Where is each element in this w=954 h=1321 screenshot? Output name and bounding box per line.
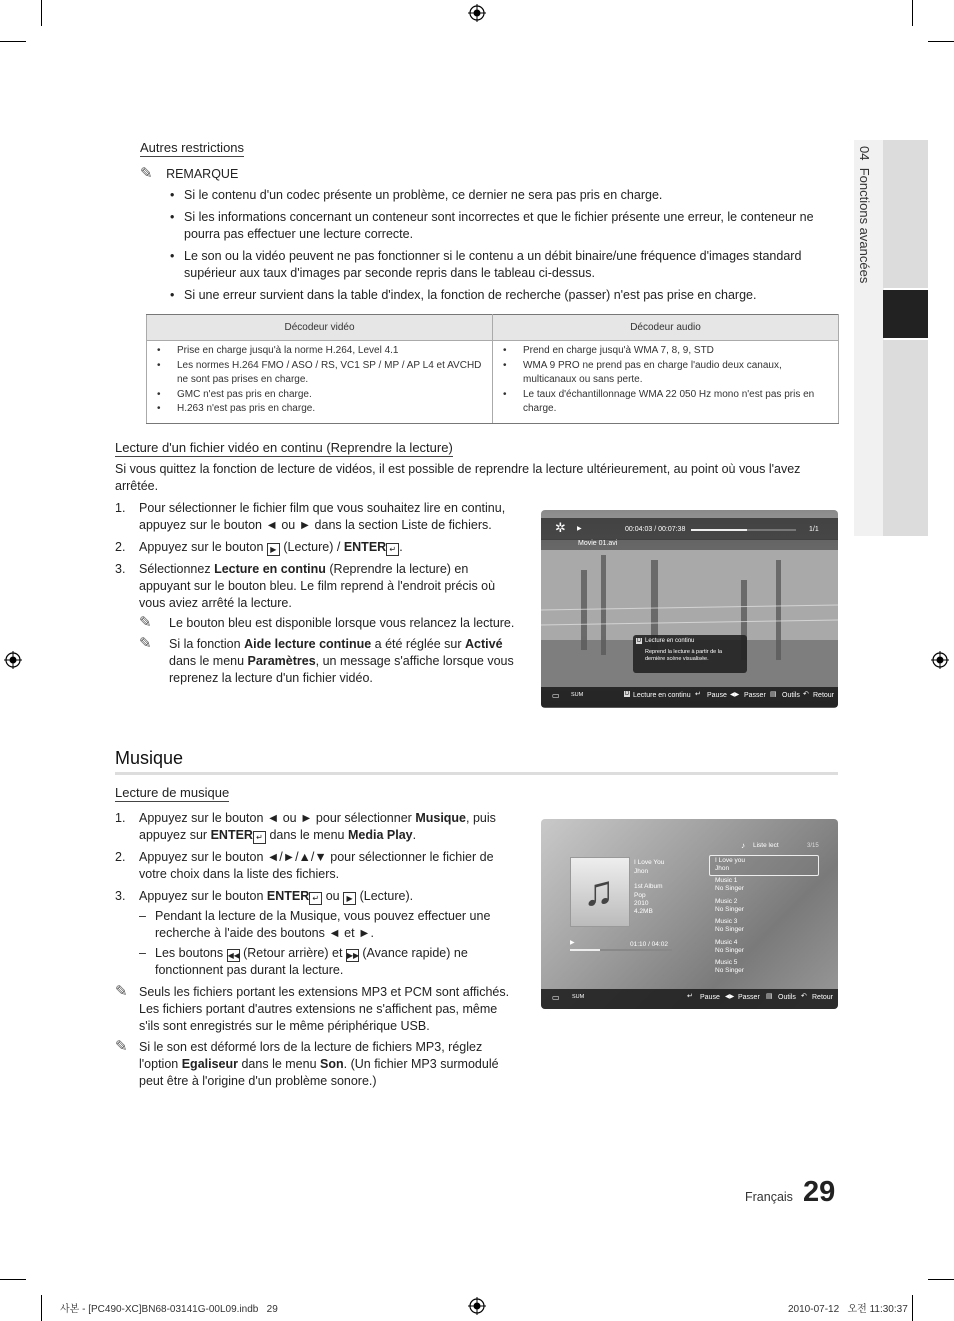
- playlist-title: Music 1: [715, 877, 738, 885]
- remarque-row: [140, 164, 238, 182]
- resume-popup: [633, 635, 747, 673]
- list-item: [715, 857, 815, 877]
- note: [115, 1039, 515, 1090]
- chapter-tab-active: [883, 290, 928, 338]
- step-number: 2.: [115, 540, 126, 554]
- enter-key-label: ENTER: [210, 828, 253, 842]
- list-item: • Les normes H.264 FMO / ASO / RS, VC1 SP / MP / AP L4 et AVCHD ne sont pas prises en charge.: [155, 359, 484, 388]
- chapter-tab-block: [883, 140, 928, 288]
- crop-mark: [912, 1295, 913, 1321]
- list-item: [715, 877, 815, 897]
- note-pencil-icon: ✎: [139, 614, 152, 631]
- enter-key-icon: ↵: [687, 993, 693, 1000]
- music-time: 01:10 / 04:02: [630, 941, 668, 948]
- rewind-button-icon: ◀◀: [227, 951, 240, 960]
- playlist-artist: No Singer: [715, 905, 744, 913]
- crop-mark: [912, 0, 913, 26]
- note-text: dans le menu: [241, 1057, 317, 1071]
- section-heading-lecture-musique: Lecture de musique: [115, 785, 230, 800]
- lecture-video-intro: Si vous quittez la fonction de lecture de vidéos, il est possible de reprendre la lecture ultérieurement, au point où vous l'avez arrêtée.: [115, 462, 801, 493]
- playlist-title: Music 2: [715, 897, 738, 905]
- dash-note: – Pendant la lecture de la Musique, vous pouvez effectuer une recherche à l'aide des boutons ◄ et ►.: [139, 908, 515, 942]
- track-title: I Love You: [634, 859, 665, 866]
- playlist-icon: ♪: [741, 841, 745, 850]
- list-item: • Prend en charge jusqu'à WMA 7, 8, 9, STD: [501, 344, 830, 359]
- playlist-label: Liste lect: [753, 842, 779, 849]
- chapter-title: Fonctions avancées: [857, 167, 872, 284]
- restrictions-list: [170, 187, 838, 309]
- crop-mark: [928, 41, 954, 42]
- video-time: 00:04:03 / 00:07:38: [625, 526, 686, 533]
- playlist-artist: No Singer: [715, 885, 744, 893]
- list-item: • Si le contenu d'un codec présente un problème, ce dernier ne sera pas pris en charge.: [170, 187, 838, 204]
- step-1: [115, 500, 515, 534]
- note-text: Si le son est déformé lors de la lecture de fichiers MP3, réglez l'option: [139, 1040, 483, 1071]
- crop-mark: [0, 1279, 26, 1280]
- list-item: • Le taux d'échantillonnage WMA 22 050 Hz mono n'est pas pris en charge.: [501, 388, 830, 417]
- musique-steps: [115, 810, 515, 1094]
- registration-mark-icon: [468, 1297, 486, 1315]
- chapter-tab-block: [883, 340, 928, 536]
- list-item: [715, 918, 815, 938]
- note: [139, 615, 515, 632]
- video-player-screenshot: [541, 510, 838, 708]
- list-item: • Si les informations concernant un conteneur sont incorrectes et que le fichier présente une erreur, le conteneur ne pourra pas effectuer une lecture correcte.: [170, 209, 838, 243]
- table-cell-audio: [493, 341, 839, 424]
- step-number: 1.: [115, 811, 126, 825]
- note-bold: Activé: [465, 637, 503, 651]
- print-datetime: 2010-07-12 오전 11:30:37: [788, 1304, 908, 1315]
- step-2: [115, 539, 515, 556]
- video-filename: Movie 01.avi: [578, 540, 618, 547]
- album-art: [570, 857, 630, 927]
- print-file-info: 사본 - [PC490-XC]BN68-03141G-00L09.indb 29: [60, 1304, 278, 1315]
- list-item: • GMC n'est pas pris en charge.: [155, 388, 484, 403]
- enter-key-label: ENTER: [266, 889, 310, 903]
- video-progress-bar: [691, 529, 796, 531]
- playlist-title: Music 4: [715, 938, 738, 946]
- playlist-artist: No Singer: [715, 926, 744, 934]
- table-cell-video: [147, 341, 493, 424]
- control-pause: Pause: [707, 692, 727, 699]
- step-text: ou: [325, 889, 340, 903]
- control-return: Retour: [813, 692, 835, 699]
- music-note-icon: ♫: [583, 867, 615, 914]
- playlist-artist: No Singer: [715, 946, 744, 954]
- note-pencil-icon: ✎: [115, 983, 128, 1000]
- codec-table: [146, 314, 839, 424]
- popup-text: Reprend la lecture à partir de la dernière scène visualisée.: [645, 649, 723, 662]
- usb-device-icon: ▭: [552, 691, 560, 700]
- music-player-screenshot: [541, 819, 838, 1009]
- play-indicator-icon: ▶: [577, 526, 582, 532]
- step-text: (Reprendre la lecture) en appuyant sur le bouton bleu. Le film reprend à l'endroit précis où vous aviez arrêté la lecture.: [139, 562, 496, 610]
- step-bold: Media Play: [348, 828, 413, 842]
- registration-mark-icon: [931, 651, 949, 669]
- list-item: • Si une erreur survient dans la table d'index, la fonction de recherche (passer) n'est pas prise en charge.: [170, 287, 838, 304]
- note-pencil-icon: ✎: [139, 635, 152, 652]
- return-icon: ↶: [801, 993, 807, 1000]
- step-text: .: [412, 828, 417, 842]
- step-text: Appuyez sur le bouton ◄ ou ► pour sélectionner: [139, 811, 412, 825]
- crop-mark: [928, 1279, 954, 1280]
- lecture-video-steps: [115, 500, 515, 692]
- footer-language: Français: [745, 1190, 793, 1204]
- playlist-title: Music 5: [715, 958, 738, 966]
- dash-text: (Retour arrière) et: [243, 946, 343, 960]
- chapter-number: 04: [857, 146, 872, 161]
- step-number: 3.: [115, 889, 126, 903]
- popup-title: Lecture en continu: [645, 638, 695, 644]
- play-button-icon: ▶: [267, 543, 280, 556]
- registration-mark-icon: [468, 4, 486, 22]
- step-text: Appuyez sur le bouton ◄/►/▲/▼ pour sélectionner le fichier de votre choix dans la liste des fichiers.: [139, 850, 494, 881]
- tools-icon: ▤: [766, 993, 773, 1000]
- playlist-artist: No Singer: [715, 966, 744, 974]
- dash-text: Les boutons: [155, 946, 224, 960]
- step-3: [115, 561, 515, 687]
- usb-device-icon: ▭: [552, 993, 560, 1002]
- music-device: SUM: [572, 994, 585, 1000]
- enter-key-icon: ↵: [695, 691, 701, 698]
- music-progress-bar: [570, 949, 672, 951]
- video-count: 1/1: [809, 526, 819, 533]
- fast-forward-button-icon: ▶▶: [346, 951, 360, 960]
- control-tools: Outils: [782, 692, 800, 699]
- playlist-artist: Jhon: [715, 865, 730, 872]
- step-number: 2.: [115, 850, 126, 864]
- list-item: • H.263 n'est pas pris en charge.: [155, 402, 484, 417]
- registration-mark-icon: [4, 651, 22, 669]
- remarque-label: REMARQUE: [166, 167, 239, 181]
- playlist-title: Music 3: [715, 918, 738, 926]
- section-title-musique: Musique: [115, 748, 184, 768]
- note-bold: Egaliseur: [181, 1057, 238, 1071]
- step-number: 1.: [115, 501, 126, 515]
- control-pause: Pause: [700, 994, 720, 1001]
- section-heading-lecture-video: Lecture d'un fichier vidéo en continu (Reprendre la lecture): [115, 440, 453, 455]
- table-header: Décodeur vidéo: [147, 315, 493, 341]
- enter-key-icon: ↵: [253, 831, 266, 844]
- step-number: 3.: [115, 562, 126, 576]
- dash-note: [139, 945, 515, 979]
- note-text: Seuls les fichiers portant les extensions MP3 et PCM sont affichés. Les fichiers portant d'autres extensions ne s'affichent pas, même s'ils sont enregistrés sur le même périphérique USB.: [139, 985, 510, 1033]
- dash-text: (Avance rapide) ne fonctionnent pas durant la lecture.: [155, 946, 468, 977]
- note-pencil-icon: ✎: [140, 165, 153, 182]
- list-item: [715, 959, 815, 979]
- play-indicator-icon: ▶: [570, 940, 575, 946]
- step-1: [115, 810, 515, 844]
- playlist-count: 3/15: [807, 843, 819, 849]
- step-text: (Lecture).: [359, 889, 414, 903]
- control-resume: Lecture en continu: [633, 692, 691, 699]
- note-text: Le bouton bleu est disponible lorsque vous relancez la lecture.: [169, 616, 515, 630]
- enter-key-icon: ↵: [386, 543, 399, 556]
- left-right-arrows-icon: ◀▶: [725, 994, 735, 1000]
- play-button-icon: ▶: [343, 892, 356, 905]
- return-icon: ↶: [803, 691, 809, 698]
- step-text: Sélectionnez: [139, 562, 211, 576]
- table-header: Décodeur audio: [493, 315, 839, 341]
- crop-mark: [41, 0, 42, 26]
- track-year: 2010: [634, 900, 649, 907]
- video-device: SUM: [571, 692, 584, 698]
- film-reel-icon: ✲: [555, 520, 566, 535]
- step-3: [115, 888, 515, 979]
- note-text: a été réglée sur: [374, 637, 462, 651]
- step-text: .: [399, 540, 403, 554]
- page-number: 29: [803, 1176, 836, 1208]
- track-album: 1st Album: [634, 883, 663, 890]
- section-title-rule: [115, 772, 838, 775]
- note-bold: Son: [320, 1057, 344, 1071]
- note: [139, 636, 515, 687]
- section-heading-autres: Autres restrictions: [140, 140, 245, 155]
- note: [115, 984, 515, 1035]
- control-skip: Passer: [744, 692, 766, 699]
- left-right-arrows-icon: ◀▶: [730, 692, 740, 698]
- control-return: Retour: [812, 994, 834, 1001]
- step-bold: Lecture en continu: [214, 562, 326, 576]
- list-item: • WMA 9 PRO ne prend pas en charge l'audio deux canaux, multicanaux ou sans perte.: [501, 359, 830, 388]
- crop-mark: [41, 1295, 42, 1321]
- crop-mark: [0, 41, 26, 42]
- step-text: dans le menu: [269, 828, 345, 842]
- list-item: [715, 898, 815, 918]
- step-text: Pour sélectionner le fichier film que vous souhaitez lire en continu, appuyez sur le bouton ◄ ou ► dans la section Liste de fichiers.: [139, 501, 506, 532]
- enter-key-icon: ↵: [309, 892, 322, 905]
- blue-key-icon: D: [637, 638, 642, 644]
- control-tools: Outils: [778, 994, 796, 1001]
- step-text: , puis appuyez sur: [139, 811, 496, 842]
- step-text: Appuyez sur le bouton: [139, 540, 264, 554]
- note-text: , un message s'affiche lorsque vous reprenez la lecture d'un fichier vidéo.: [169, 654, 514, 685]
- control-skip: Passer: [738, 994, 760, 1001]
- step-bold: Musique: [415, 811, 467, 825]
- track-size: 4.2MB: [634, 908, 653, 915]
- note-text: . (Un fichier MP3 surmodulé peut être à l'origine d'un problème sonore.): [139, 1057, 499, 1088]
- note-bold: Paramètres: [247, 654, 316, 668]
- step-text: Appuyez sur le bouton: [139, 889, 264, 903]
- chapter-tab-label: [857, 146, 872, 283]
- note-text: dans le menu: [169, 654, 245, 668]
- note-pencil-icon: ✎: [115, 1038, 128, 1055]
- enter-key-label: ENTER: [343, 540, 387, 554]
- music-progress-fill: [570, 949, 600, 951]
- note-bold: Aide lecture continue: [244, 637, 372, 651]
- list-item: • Le son ou la vidéo peuvent ne pas fonctionner si le contenu a un débit binaire/une fréquence d'images standard supérieur aux taux d'images par seconde repris dans le tableau ci-dessus.: [170, 248, 838, 282]
- video-progress-fill: [691, 529, 747, 531]
- list-item: • Prise en charge jusqu'à la norme H.264, Level 4.1: [155, 344, 484, 359]
- step-text: (Lecture) /: [283, 540, 341, 554]
- playlist: [715, 857, 815, 979]
- blue-key-icon: D: [625, 691, 630, 697]
- track-artist: Jhon: [634, 868, 649, 875]
- list-item: [715, 939, 815, 959]
- tools-icon: ▤: [770, 691, 777, 698]
- step-2: [115, 849, 515, 883]
- track-genre: Pop: [634, 892, 646, 899]
- playlist-title: I Love you: [715, 857, 745, 864]
- note-text: Si la fonction: [169, 637, 241, 651]
